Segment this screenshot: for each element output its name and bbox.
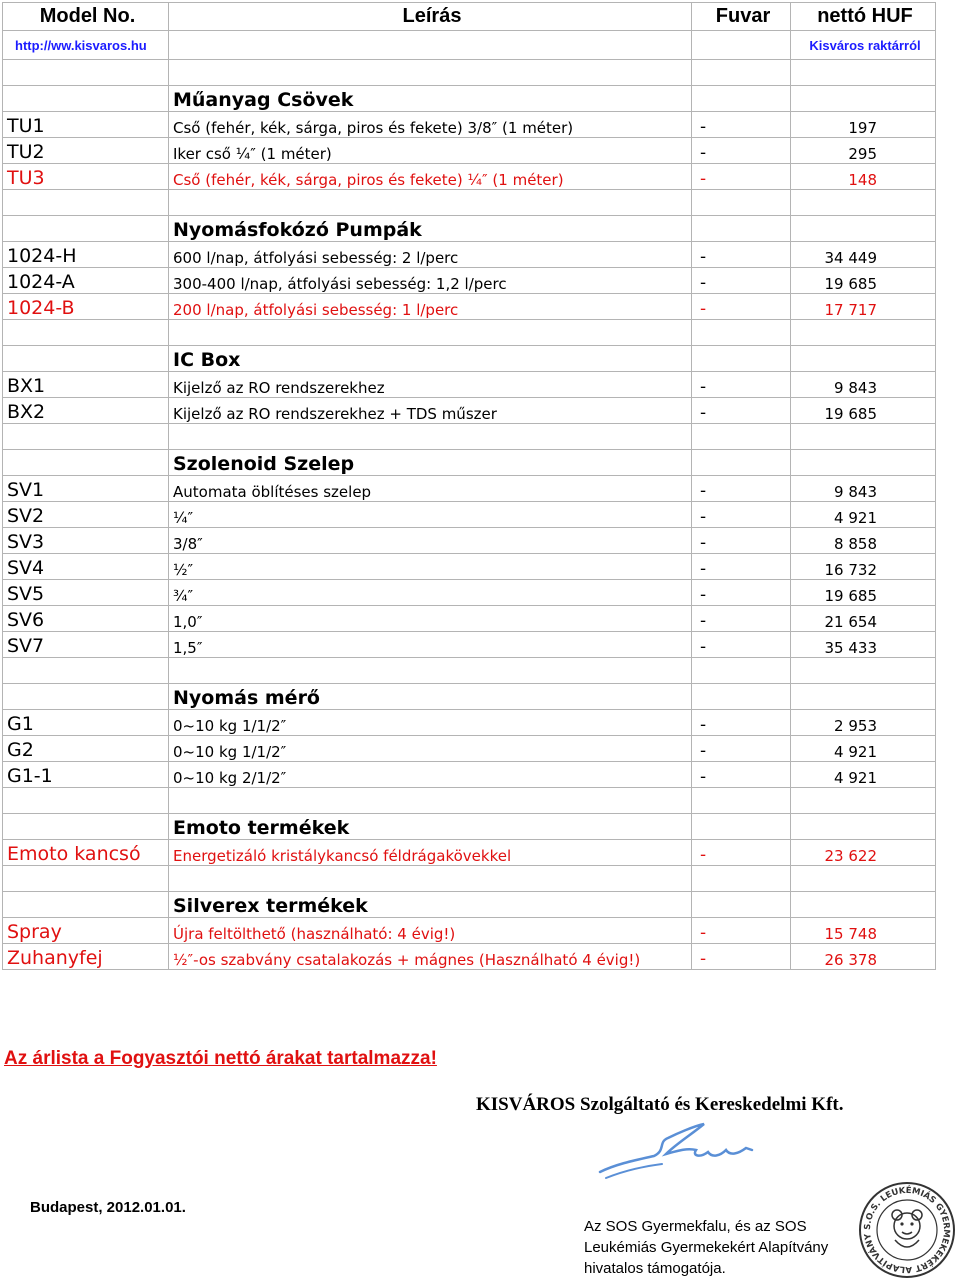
product-description: Kijelző az RO rendszerekhez + TDS műszer: [169, 398, 692, 424]
empty-cell: [791, 216, 936, 242]
empty-cell: [692, 814, 791, 840]
product-row: [3, 164, 936, 190]
empty-cell: [3, 892, 169, 918]
empty-cell: [692, 658, 791, 684]
product-price: 4 921: [791, 502, 936, 528]
shipping-value: -: [692, 528, 791, 554]
product-description: ¾″: [169, 580, 692, 606]
date-line: Budapest, 2012.01.01.: [30, 1199, 186, 1216]
shipping-value: -: [692, 840, 791, 866]
empty-cell: [169, 866, 692, 892]
section-title-row: [3, 892, 936, 918]
empty-cell: [169, 320, 692, 346]
shipping-value: -: [692, 164, 791, 190]
product-code: G2: [3, 736, 169, 762]
section-title: Nyomásfokózó Pumpák: [169, 216, 692, 242]
shipping-value: -: [692, 242, 791, 268]
product-code: SV5: [3, 580, 169, 606]
empty-cell: [169, 190, 692, 216]
product-code: TU3: [3, 164, 169, 190]
product-price: 4 921: [791, 762, 936, 788]
spacer-row: [3, 60, 936, 86]
product-description: 0~10 kg 2/1/2″: [169, 762, 692, 788]
svg-text:S.O.S. LEUKÉMIÁS GYERMEKEKÉRT: S.O.S. LEUKÉMIÁS GYERMEKEKÉRT ALAPÍTVÁNY: [862, 1185, 952, 1275]
product-row: [3, 138, 936, 164]
empty-cell: [692, 684, 791, 710]
spacer-row: [3, 190, 936, 216]
empty-cell: [3, 684, 169, 710]
empty-cell: [692, 866, 791, 892]
empty-cell: [169, 424, 692, 450]
product-price: 197: [791, 112, 936, 138]
empty-cell: [169, 788, 692, 814]
empty-cell: [3, 814, 169, 840]
product-code: SV2: [3, 502, 169, 528]
subheader-row: [3, 31, 936, 60]
product-price: 9 843: [791, 372, 936, 398]
header-net-price: nettó HUF: [791, 3, 936, 31]
section-title-row: [3, 216, 936, 242]
support-line: hivatalos támogatója.: [584, 1260, 726, 1277]
product-code: SV6: [3, 606, 169, 632]
spacer-row: [3, 658, 936, 684]
section-title: Nyomás mérő: [169, 684, 692, 710]
product-row: [3, 840, 936, 866]
product-price: 17 717: [791, 294, 936, 320]
product-row: [3, 710, 936, 736]
shipping-value: -: [692, 268, 791, 294]
product-description: Energetizáló kristálykancsó féldrágakövekkel: [169, 840, 692, 866]
foundation-stamp-logo: [857, 1180, 957, 1280]
empty-cell: [3, 450, 169, 476]
empty-cell: [791, 60, 936, 86]
product-row: [3, 762, 936, 788]
product-code: G1: [3, 710, 169, 736]
empty-cell: [3, 424, 169, 450]
section-title: Szolenoid Szelep: [169, 450, 692, 476]
product-code: SV1: [3, 476, 169, 502]
empty-cell: [692, 450, 791, 476]
shipping-value: -: [692, 632, 791, 658]
subheader-empty: [692, 31, 791, 60]
product-description: 1,0″: [169, 606, 692, 632]
empty-cell: [791, 892, 936, 918]
product-description: 0~10 kg 1/1/2″: [169, 736, 692, 762]
empty-cell: [692, 892, 791, 918]
product-code: TU1: [3, 112, 169, 138]
section-title-row: [3, 450, 936, 476]
empty-cell: [3, 60, 169, 86]
section-title-row: [3, 684, 936, 710]
product-description: ½″: [169, 554, 692, 580]
product-code: 1024-A: [3, 268, 169, 294]
product-description: 200 l/nap, átfolyási sebesség: 1 l/perc: [169, 294, 692, 320]
product-code: SV4: [3, 554, 169, 580]
shipping-value: -: [692, 112, 791, 138]
empty-cell: [692, 424, 791, 450]
shipping-value: -: [692, 294, 791, 320]
section-title: Silverex termékek: [169, 892, 692, 918]
product-code: SV3: [3, 528, 169, 554]
product-description: Cső (fehér, kék, sárga, piros és fekete) 3/8″ (1 méter): [169, 112, 692, 138]
product-row: [3, 606, 936, 632]
product-price: 15 748: [791, 918, 936, 944]
subheader-empty: [169, 31, 692, 60]
support-text: [584, 1216, 854, 1279]
empty-cell: [3, 788, 169, 814]
product-row: [3, 580, 936, 606]
product-row: [3, 918, 936, 944]
product-code: 1024-H: [3, 242, 169, 268]
shipping-value: -: [692, 606, 791, 632]
section-title-row: [3, 346, 936, 372]
product-price: 21 654: [791, 606, 936, 632]
empty-cell: [791, 684, 936, 710]
empty-cell: [169, 60, 692, 86]
product-row: [3, 294, 936, 320]
product-description: Cső (fehér, kék, sárga, piros és fekete) ¼″ (1 méter): [169, 164, 692, 190]
empty-cell: [791, 190, 936, 216]
website-link[interactable]: http://ww.kisvaros.hu: [3, 31, 169, 60]
product-code: BX2: [3, 398, 169, 424]
product-description: ¼″: [169, 502, 692, 528]
shipping-value: -: [692, 554, 791, 580]
product-row: [3, 398, 936, 424]
product-price: 23 622: [791, 840, 936, 866]
shipping-value: -: [692, 138, 791, 164]
product-code: G1-1: [3, 762, 169, 788]
company-name: KISVÁROS Szolgáltató és Kereskedelmi Kft.: [476, 1094, 844, 1115]
header-row: [3, 3, 936, 31]
product-row: [3, 268, 936, 294]
support-line: Leukémiás Gyermekekért Alapítvány: [584, 1239, 829, 1256]
product-description: 3/8″: [169, 528, 692, 554]
shipping-value: -: [692, 476, 791, 502]
empty-cell: [3, 658, 169, 684]
empty-cell: [692, 320, 791, 346]
product-description: 300-400 l/nap, átfolyási sebesség: 1,2 l/perc: [169, 268, 692, 294]
price-list-table: [2, 2, 936, 970]
empty-cell: [3, 346, 169, 372]
empty-cell: [791, 346, 936, 372]
empty-cell: [3, 866, 169, 892]
product-description: 1,5″: [169, 632, 692, 658]
product-price: 16 732: [791, 554, 936, 580]
section-title: Emoto termékek: [169, 814, 692, 840]
product-code: 1024-B: [3, 294, 169, 320]
price-list-body: [3, 3, 936, 970]
product-description: 0~10 kg 1/1/2″: [169, 710, 692, 736]
product-price: 26 378: [791, 944, 936, 970]
empty-cell: [791, 658, 936, 684]
product-price: 34 449: [791, 242, 936, 268]
product-code: BX1: [3, 372, 169, 398]
product-price: 8 858: [791, 528, 936, 554]
product-description: Újra feltölthető (használható: 4 évig!): [169, 918, 692, 944]
header-shipping: Fuvar: [692, 3, 791, 31]
product-description: ½″-os szabvány csatalakozás + mágnes (Használható 4 évig!): [169, 944, 692, 970]
shipping-value: -: [692, 398, 791, 424]
shipping-value: -: [692, 710, 791, 736]
product-description: Iker cső ¼″ (1 méter): [169, 138, 692, 164]
product-price: 2 953: [791, 710, 936, 736]
spacer-row: [3, 424, 936, 450]
product-code: Zuhanyfej: [3, 944, 169, 970]
header-description: Leírás: [169, 3, 692, 31]
section-title-row: [3, 814, 936, 840]
product-price: 19 685: [791, 580, 936, 606]
product-row: [3, 528, 936, 554]
empty-cell: [791, 86, 936, 112]
section-title: Műanyag Csövek: [169, 86, 692, 112]
product-description: 600 l/nap, átfolyási sebesség: 2 l/perc: [169, 242, 692, 268]
product-price: 148: [791, 164, 936, 190]
empty-cell: [791, 424, 936, 450]
product-price: 19 685: [791, 268, 936, 294]
spacer-row: [3, 866, 936, 892]
section-title: IC Box: [169, 346, 692, 372]
product-row: [3, 554, 936, 580]
product-price: 9 843: [791, 476, 936, 502]
warehouse-label: Kisváros raktárról: [791, 31, 936, 60]
empty-cell: [791, 320, 936, 346]
shipping-value: -: [692, 762, 791, 788]
product-row: [3, 944, 936, 970]
product-price: 19 685: [791, 398, 936, 424]
product-row: [3, 242, 936, 268]
empty-cell: [692, 788, 791, 814]
product-description: Automata öblítéses szelep: [169, 476, 692, 502]
product-code: Spray: [3, 918, 169, 944]
support-line: Az SOS Gyermekfalu, és az SOS: [584, 1218, 807, 1235]
product-description: Kijelző az RO rendszerekhez: [169, 372, 692, 398]
product-code: TU2: [3, 138, 169, 164]
product-code: Emoto kancsó: [3, 840, 169, 866]
product-row: [3, 632, 936, 658]
empty-cell: [692, 86, 791, 112]
spacer-row: [3, 320, 936, 346]
shipping-value: -: [692, 736, 791, 762]
empty-cell: [791, 866, 936, 892]
header-model-no: Model No.: [3, 3, 169, 31]
spacer-row: [3, 788, 936, 814]
empty-cell: [692, 190, 791, 216]
empty-cell: [791, 814, 936, 840]
empty-cell: [692, 60, 791, 86]
product-row: [3, 736, 936, 762]
shipping-value: -: [692, 580, 791, 606]
product-price: 4 921: [791, 736, 936, 762]
empty-cell: [169, 658, 692, 684]
empty-cell: [791, 788, 936, 814]
empty-cell: [692, 216, 791, 242]
empty-cell: [791, 450, 936, 476]
product-row: [3, 112, 936, 138]
section-title-row: [3, 86, 936, 112]
shipping-value: -: [692, 502, 791, 528]
product-row: [3, 476, 936, 502]
product-row: [3, 502, 936, 528]
empty-cell: [3, 320, 169, 346]
empty-cell: [3, 190, 169, 216]
product-row: [3, 372, 936, 398]
empty-cell: [3, 86, 169, 112]
shipping-value: -: [692, 944, 791, 970]
empty-cell: [692, 346, 791, 372]
shipping-value: -: [692, 918, 791, 944]
shipping-value: -: [692, 372, 791, 398]
price-note: Az árlista a Fogyasztói nettó árakat tartalmazza!: [4, 1048, 437, 1069]
signature-image: [596, 1120, 756, 1182]
product-price: 35 433: [791, 632, 936, 658]
empty-cell: [3, 216, 169, 242]
product-code: SV7: [3, 632, 169, 658]
product-price: 295: [791, 138, 936, 164]
